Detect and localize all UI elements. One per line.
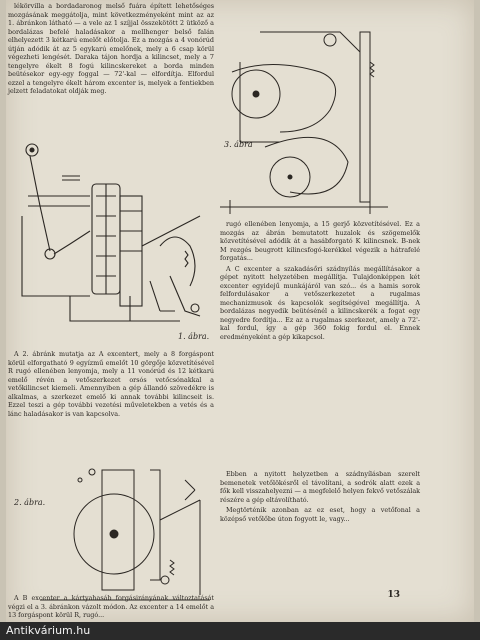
figure-2-caption: 2. ábra. [14, 498, 46, 507]
footer-watermark: Antikvárium.hu [6, 624, 91, 637]
paragraph: Ebben a nyitott helyzetben a szádnyílásban szerelt bemenetek vetőlökésről el távolítani, a sodrók alatt ezek a fők kell visszahelyezni — a megfelelő helyen fekvő vetőszálak részére a gép eltávolítható. [220, 470, 420, 504]
figure-3-caption: 3. ábra [224, 140, 253, 149]
figure-3-card-prism [220, 2, 390, 216]
column-2-bottom-text [220, 470, 420, 600]
figure-2-drawing [10, 460, 214, 610]
figure-3-drawing [220, 2, 390, 216]
paragraph: Megtörténik azonban az ez eset, hogy a vetőfonal a középső vetőlőbe úton fogyott le, vagy... [220, 506, 420, 523]
column-2-middle-text [220, 220, 420, 464]
figure-2-excenter [10, 460, 214, 610]
column-1-middle-text [8, 350, 214, 458]
magazine-page [6, 0, 474, 622]
column-1-bottom-text [8, 594, 214, 622]
page-number: 13 [387, 590, 400, 600]
paragraph: rugó ellenében lenyomja, a 15 gerjő közvetítésével. Ez a mozgás az ábrán bemutatott huzalok és szögemelők közvetítésével adódik át a hasábforgató K kilincsnek. B-nek M rezgés beugrott kilincsfogó-kerékkel végezik a hátrafelé forgatás... [220, 220, 420, 262]
figure-1-mechanism [10, 136, 210, 346]
paragraph: A 2. ábránk mutatja az A excentert, mely a 8 forgáspont körül elforgatható 9 egyízmű emelőt 10 görgője közvetítésével R rugó ellenében lenyomja, mely a 11 vonórúd és 12 kétkarú emelő révén a vetőszerkezet orsós vetőcsónakkal a vetőkilincset kiemeli. Amennyiben a gép állandó szövedékre is alkalmas, a szerkezet emelő ki annak további kilincseit is. Ezzel teszi a gép további vezetési műveletekben a vetés és a lánc haladásakor is van kapcsolva. [8, 350, 214, 418]
paragraph: A B excenter a kártyahasáb forgásirányának változtatását végzi el a 3. ábránkon vázolt módon. Az excenter a 14 emelőt a 13 forgáspont körül R, rugó... [8, 594, 214, 619]
column-1-top-text [8, 2, 214, 134]
paragraph: lékörvilla a bordadaronog melső fuára épített lehetőséges mozgásának meggátolja, mint következményeként mint az az 1. ábránkon látható — a vele az 1 szíjjal összekötött 2 ütköző a bordalázas befelé haladásakor a mellhenger belső falán elhelyezett 3 kétkarú emelőt előtolja. Ez a mozgás a 4 vonórúd útján adódik át az 5 egykarú emelőnek, mely a 6 csap körül végezheti lengését. Daraka tájon hordja a kilincset, mely a 7 tengelyre ékelt 8 fogú kilincskereket a borda minden beütésekor egy-egy foggal — 72'-kal — elfordítja. Elfordul ezzel a tengelyre ékelt három excenter is, melyek a fentiekben jelzett feladatokat oldják meg. [8, 2, 214, 95]
paragraph: A C excenter a szakadásőri szádnyílás megállításakor a gépet nyitott helyzetében megállítja. Tulajdonképpen két excenter egyidejű munkájáról van szó... és a hamis sorok felfordulásakor a vetőszerkezetet a rugalmas mechanizmusok és kapcsolók segítségével megállítja. A bordalázas negyedik beütésénél a kilincskerék a fogat egy negyedre fordítja... Ez az a rugalmas szerkezet, amely a 72'-kal fordul, így a gép 360 fokig fordul el. Ennek eredményeként a gép kikapcsol. [220, 264, 420, 341]
figure-1-drawing [10, 136, 210, 346]
footer-bar [0, 622, 480, 640]
figure-1-caption: 1. ábra. [178, 332, 210, 341]
